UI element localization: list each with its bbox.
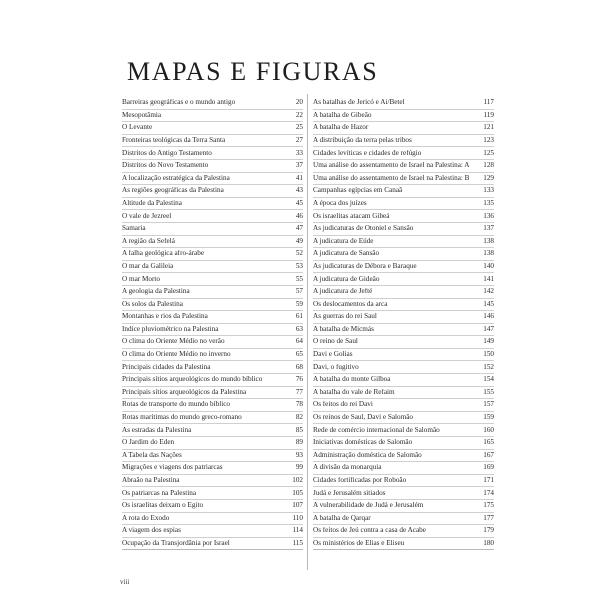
toc-entry-page: 165	[483, 438, 494, 447]
toc-entry-page: 99	[295, 463, 303, 472]
toc-entry-title: Cidades levíticas e cidades de refúgio	[313, 149, 422, 157]
toc-entry-page: 179	[483, 526, 494, 535]
toc-entry-page: 25	[295, 123, 303, 132]
toc-entry-title: Campanhas egípcias em Canaã	[313, 187, 403, 195]
toc-entry-page: 157	[483, 400, 494, 409]
toc-entry	[313, 461, 494, 474]
toc-entry-page: 68	[295, 362, 303, 371]
toc-entry	[122, 209, 303, 222]
page-title: MAPAS E FIGURAS	[127, 57, 379, 87]
toc-entry	[313, 272, 494, 285]
toc-entry-page: 52	[295, 249, 303, 258]
toc-entry-title: Fronteiras teológicas da Terra Santa	[122, 136, 226, 144]
toc-entry-page: 78	[295, 400, 303, 409]
toc-entry-title: As regiões geográficas da Palestina	[122, 187, 224, 195]
toc-entry-title: Ocupação da Transjordânia por Israel	[122, 539, 230, 547]
toc-entry-title: Distritos do Antigo Testamento	[122, 149, 212, 157]
toc-entry-page: 142	[483, 287, 494, 296]
toc-entry-page: 55	[295, 274, 303, 283]
toc-entry	[122, 360, 303, 373]
toc-entry-page: 167	[483, 450, 494, 459]
toc-entry-title: O mar da Galileia	[122, 262, 174, 270]
toc-entry	[313, 298, 494, 311]
toc-entry	[122, 159, 303, 172]
toc-entry-title: Iniciativas domésticas de Salomão	[313, 439, 413, 447]
toc-entry-title: A batalha de Micmás	[313, 325, 374, 333]
toc-entry-page: 128	[483, 161, 494, 170]
toc-entry-title: A vulnerabilidade de Judá e Jerusalém	[313, 502, 424, 510]
toc-entry-page: 119	[483, 110, 494, 119]
toc-entry-title: O mar Morto	[122, 275, 160, 283]
toc-entry-page: 169	[483, 463, 494, 472]
toc-entry-page: 123	[483, 135, 494, 144]
toc-entry-title: A batalha do monte Gilboa	[313, 376, 391, 384]
toc-entry-title: Rede de comércio internacional de Salomão	[313, 426, 440, 434]
toc-entry	[313, 121, 494, 134]
toc-entry-page: 65	[295, 350, 303, 359]
toc-entry-page: 129	[483, 173, 494, 182]
toc-entry-title: As guerras do rei Saul	[313, 313, 377, 321]
toc-entry-page: 110	[292, 513, 303, 522]
toc-entry	[313, 247, 494, 260]
toc-entry-page: 22	[295, 110, 303, 119]
toc-entry-title: Os patriarcas na Palestina	[122, 489, 197, 497]
toc-entry	[313, 386, 494, 399]
toc-entry	[313, 398, 494, 411]
toc-entry-title: A judicatura de Jefté	[313, 288, 373, 296]
toc-entry-page: 43	[295, 186, 303, 195]
toc-entry-page: 115	[292, 538, 303, 547]
toc-entry	[313, 134, 494, 147]
toc-entry-page: 136	[483, 211, 494, 220]
toc-entry-title: Os feitos de Jeú contra a casa de Acabe	[313, 527, 426, 535]
toc-entry-page: 159	[483, 413, 494, 422]
toc-entry	[122, 411, 303, 424]
toc-entry-title: A batalha de Gibeão	[313, 111, 372, 119]
toc-entry-title: A rota do Êxodo	[122, 514, 170, 522]
toc-entry-title: As judicaturas de Otoniel e Sansão	[313, 225, 414, 233]
toc-entry-title: Principais sítios arqueológicos do mundo bíblico	[122, 376, 263, 384]
toc-entry-title: Judá e Jerusalém sitiados	[313, 489, 386, 497]
toc-entry	[313, 436, 494, 449]
toc-entry-title: Distritos do Novo Testamento	[122, 162, 209, 170]
toc-entry-page: 85	[295, 425, 303, 434]
toc-entry	[122, 260, 303, 273]
toc-entry-title: Davi, o fugitivo	[313, 363, 359, 371]
toc-entry	[313, 360, 494, 373]
toc-entry-page: 47	[295, 224, 303, 233]
toc-entry-title: Os feitos do rei Davi	[313, 401, 373, 409]
toc-entry	[313, 109, 494, 122]
toc-entry	[313, 310, 494, 323]
toc-entry-page: 141	[483, 274, 494, 283]
toc-entry	[313, 512, 494, 525]
toc-entry-title: A falha geológica afro-árabe	[122, 250, 205, 258]
toc-entry	[313, 222, 494, 235]
toc-entry-title: O clima do Oriente Médio no inverno	[122, 351, 231, 359]
toc-entry	[313, 184, 494, 197]
toc-entry	[122, 134, 303, 147]
toc-entry	[122, 121, 303, 134]
toc-entry-page: 133	[483, 186, 494, 195]
toc-entry-title: O reino de Saul	[313, 338, 358, 346]
toc-entry-page: 121	[483, 123, 494, 132]
toc-entry-page: 76	[295, 375, 303, 384]
toc-entry-page: 138	[483, 249, 494, 258]
toc-entry-page: 150	[483, 350, 494, 359]
toc-entry-title: A batalha do vale de Refaim	[313, 388, 395, 396]
toc-entry	[313, 373, 494, 386]
toc-entry-page: 33	[295, 148, 303, 157]
toc-entry-title: Barreiras geográficas e o mundo antigo	[122, 98, 236, 106]
toc-entry-page: 27	[295, 135, 303, 144]
toc-entry-title: A época dos juízes	[313, 199, 367, 207]
toc-entry-title: Cidades fortificadas por Roboão	[313, 477, 407, 484]
toc-entry-title: O Jardim do Éden	[122, 439, 175, 447]
toc-entry-page: 89	[295, 438, 303, 447]
toc-entry-page: 82	[295, 413, 303, 422]
toc-entry	[122, 235, 303, 248]
toc-entry-page: 64	[295, 337, 303, 346]
toc-entry	[122, 386, 303, 399]
toc-entry-page: 171	[483, 476, 494, 484]
toc-entry-title: Índice pluviométrico na Palestina	[122, 325, 219, 333]
toc-entry-page: 105	[292, 488, 303, 497]
toc-entry-title: Administração doméstica de Salomão	[313, 451, 422, 459]
toc-entry	[313, 172, 494, 185]
toc-entry-page: 152	[483, 362, 494, 371]
toc-entry	[313, 285, 494, 298]
toc-entry	[122, 449, 303, 462]
toc-entry	[122, 197, 303, 210]
toc-entry-page: 41	[295, 173, 303, 182]
toc-entry-page: 20	[295, 97, 303, 106]
toc-entry	[313, 235, 494, 248]
toc-entry	[122, 310, 303, 323]
toc-entry-title: Mesopotâmia	[122, 111, 162, 119]
toc-entry	[313, 159, 494, 172]
toc-entry-title: O vale de Jezreel	[122, 212, 172, 220]
toc-entry	[313, 209, 494, 222]
toc-entry	[313, 335, 494, 348]
toc-entry-page: 46	[295, 211, 303, 220]
toc-entry	[122, 96, 303, 109]
toc-entry	[122, 109, 303, 122]
toc-entry	[313, 96, 494, 109]
toc-entry	[122, 499, 303, 512]
toc-entry-page: 149	[483, 337, 494, 346]
toc-entry	[313, 486, 494, 499]
toc-entry	[122, 172, 303, 185]
toc-entry-title: Os deslocamentos da arca	[313, 300, 388, 308]
toc-entry	[313, 260, 494, 273]
toc-entry-title: Rotas marítimas do mundo greco-romano	[122, 414, 242, 422]
toc-entry	[313, 449, 494, 462]
toc-entry	[122, 512, 303, 525]
toc-entry	[122, 348, 303, 361]
toc-entry-page: 93	[295, 450, 303, 459]
toc-entry-title: Principais sítios arqueológicos da Palestina	[122, 388, 247, 396]
toc-entry	[122, 524, 303, 537]
toc-entry-page: 155	[483, 387, 494, 396]
toc-entry	[122, 537, 303, 550]
toc-entry-title: Os israelitas deixam o Egito	[122, 502, 204, 510]
toc-entry	[313, 499, 494, 512]
toc-entry-page: 146	[483, 312, 494, 321]
toc-entry-page: 114	[292, 526, 303, 535]
toc-entry	[122, 184, 303, 197]
toc-entry	[122, 146, 303, 159]
toc-entry-page: 45	[295, 198, 303, 207]
toc-entry	[122, 436, 303, 449]
toc-entry	[122, 323, 303, 336]
toc-entry-title: Samaria	[122, 225, 146, 233]
toc-entry	[313, 537, 494, 550]
toc-entry-title: Os ministérios de Elias e Eliseu	[313, 539, 405, 547]
toc-entry-title: A Tabela das Nações	[122, 451, 182, 459]
toc-entry-page: 117	[483, 97, 494, 106]
toc-entry-title: A batalha de Qarqar	[313, 514, 371, 522]
toc-entry-title: Principais cidades da Palestina	[122, 363, 211, 371]
toc-entry-title: Uma análise do assentamento de Israel na Palestina: B	[313, 174, 470, 182]
toc-entry-title: Montanhas e rios da Palestina	[122, 313, 208, 321]
toc-entry	[122, 247, 303, 260]
toc-entry-title: Uma análise do assentamento de Israel na Palestina: A	[313, 162, 470, 170]
toc-entry	[122, 272, 303, 285]
toc-entry-page: 107	[292, 501, 303, 510]
toc-entry-page: 77	[295, 387, 303, 396]
toc-entry	[122, 222, 303, 235]
toc-entry	[313, 474, 494, 487]
toc-entry-page: 49	[295, 236, 303, 245]
toc-entry-title: A viagem dos espias	[122, 527, 181, 535]
toc-entry-title: Os israelitas atacam Gibeá	[313, 212, 390, 220]
toc-entry-title: A divisão da monarquia	[313, 464, 382, 472]
toc-entry	[122, 423, 303, 436]
toc-entry	[313, 197, 494, 210]
toc-entry-title: A judicatura de Eúde	[313, 237, 374, 245]
toc-entry-title: A distribuição da terra pelas tribos	[313, 136, 412, 144]
toc-entry-page: 125	[483, 148, 494, 157]
toc-entry-page: 102	[292, 476, 303, 484]
toc-entry	[122, 398, 303, 411]
toc-entry	[122, 474, 303, 487]
toc-entry-title: A judicatura de Gideão	[313, 275, 380, 283]
toc-entry-title: A geologia da Palestina	[122, 288, 190, 296]
toc-entry	[122, 335, 303, 348]
toc-entry-page: 63	[295, 324, 303, 333]
toc-entry-title: A batalha de Hazor	[313, 124, 369, 132]
toc-entry	[313, 146, 494, 159]
toc-entry-title: As judicaturas de Débora e Baraque	[313, 262, 417, 270]
toc-entry-title: A localização estratégica da Palestina	[122, 174, 230, 182]
column-divider	[307, 94, 308, 570]
toc-entry-page: 177	[483, 513, 494, 522]
toc-entry-title: Davi e Golias	[313, 351, 353, 359]
toc-entry-page: 59	[295, 299, 303, 308]
toc-entry-page: 135	[483, 198, 494, 207]
toc-entry-title: Rotas de transporte do mundo bíblico	[122, 401, 230, 409]
toc-entry-title: O clima do Oriente Médio no verão	[122, 338, 225, 346]
toc-entry	[122, 486, 303, 499]
toc-column-left	[122, 96, 303, 550]
toc-entry	[122, 285, 303, 298]
toc-entry-page: 180	[483, 538, 494, 547]
toc-entry-title: As estradas da Palestina	[122, 426, 192, 434]
toc-entry-page: 154	[483, 375, 494, 384]
toc-entry	[313, 423, 494, 436]
page-number: viii	[120, 578, 130, 586]
toc-entry-page: 138	[483, 236, 494, 245]
toc-entry	[122, 373, 303, 386]
toc-entry-page: 140	[483, 261, 494, 270]
toc-entry-page: 57	[295, 287, 303, 296]
toc-entry-title: A região da Sefelá	[122, 237, 175, 245]
toc-entry	[313, 524, 494, 537]
toc-entry-page: 145	[483, 299, 494, 308]
toc-entry-title: O Levante	[122, 124, 153, 132]
toc-entry-page: 53	[295, 261, 303, 270]
toc-entry	[313, 411, 494, 424]
toc-entry-title: Os reinos de Saul, Davi e Salomão	[313, 414, 414, 422]
toc-entry-title: As batalhas de Jericó e Ai/Betel	[313, 98, 405, 106]
toc-entry-page: 174	[483, 488, 494, 497]
toc-column-right	[313, 96, 494, 550]
toc-entry-page: 160	[483, 425, 494, 434]
toc-entry	[313, 323, 494, 336]
toc-entry	[313, 348, 494, 361]
toc-entry	[122, 298, 303, 311]
toc-entry-page: 175	[483, 501, 494, 510]
toc-entry-page: 137	[483, 224, 494, 233]
toc-entry	[122, 461, 303, 474]
toc-entry-title: Altitude da Palestina	[122, 199, 182, 207]
toc-entry-page: 37	[295, 161, 303, 170]
toc-entry-page: 147	[483, 324, 494, 333]
toc-entry-title: Os solos da Palestina	[122, 300, 183, 308]
toc-entry-page: 61	[295, 312, 303, 321]
toc-entry-title: A judicatura de Sansão	[313, 250, 380, 258]
toc-entry-title: Migrações e viagens dos patriarcas	[122, 464, 223, 472]
toc-entry-title: Abraão na Palestina	[122, 477, 180, 484]
